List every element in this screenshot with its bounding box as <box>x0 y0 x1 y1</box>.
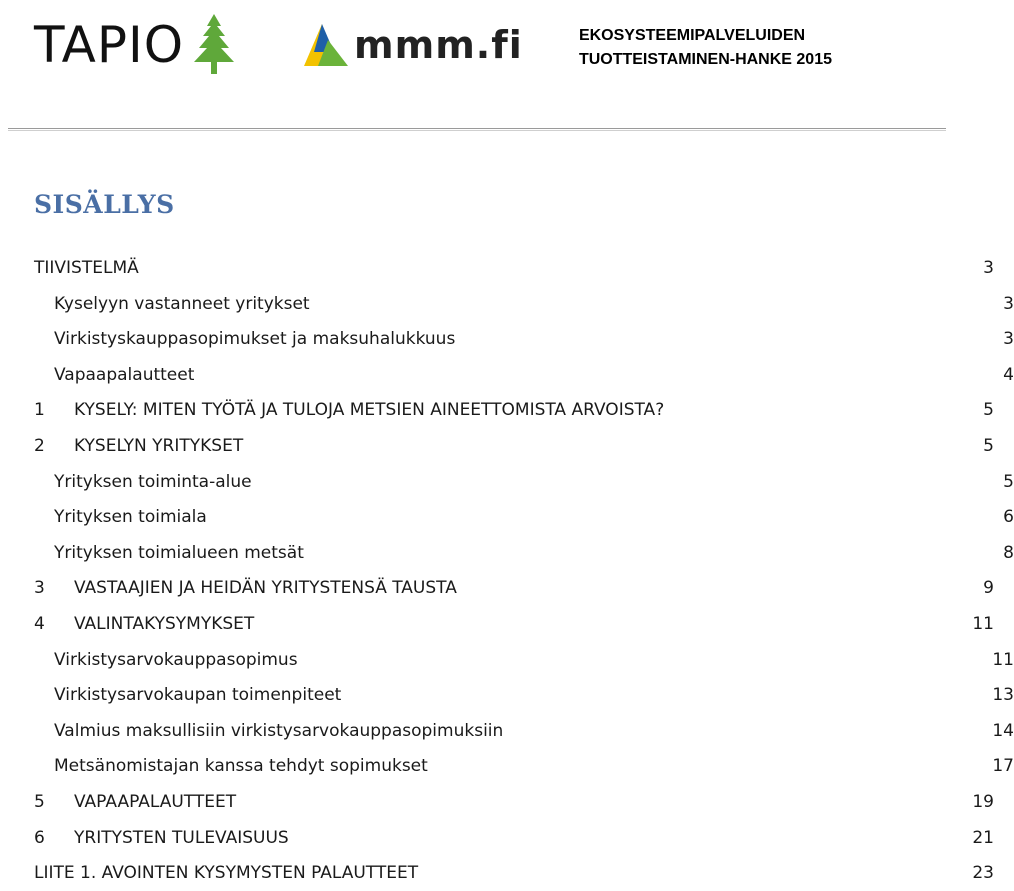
toc-entry-label: Virkistysarvokauppasopimus <box>54 649 298 670</box>
toc-entry-label: Kyselyyn vastanneet yritykset <box>54 293 310 314</box>
toc-entry[interactable] <box>0 570 994 606</box>
toc-entry[interactable] <box>0 606 994 642</box>
toc-entry-number: 5 <box>34 792 45 812</box>
toc-entry-page: 9 <box>983 578 994 599</box>
toc-entry-page: 17 <box>992 756 1014 777</box>
project-title-line1: EKOSYSTEEMIPALVELUIDEN <box>578 27 806 44</box>
toc-entry-page: 19 <box>972 792 994 812</box>
toc-entry[interactable] <box>0 535 1014 571</box>
toc-entry[interactable] <box>0 855 994 891</box>
toc-entry-label: Yrityksen toimiala <box>54 507 207 528</box>
toc-entry-number: 1 <box>34 400 45 421</box>
header-divider-shadow <box>8 130 946 131</box>
toc-entry-page: 11 <box>992 649 1014 670</box>
toc-entry[interactable] <box>0 677 1014 713</box>
toc-entry[interactable] <box>0 286 1014 322</box>
toc-entry-page: 14 <box>992 720 1014 741</box>
toc-entry-page: 11 <box>972 614 994 634</box>
toc-entry-page: 4 <box>1003 364 1014 385</box>
toc-entry-page: 3 <box>1003 329 1014 350</box>
toc-entry-page: 13 <box>992 685 1014 706</box>
toc-entry-page: 5 <box>1003 471 1014 492</box>
toc-entry-label: LIITE 1. AVOINTEN KYSYMYSTEN PALAUTTEET <box>34 863 419 884</box>
toc-entry-label: VASTAAJIEN JA HEIDÄN YRITYSTENSÄ TAUSTA <box>74 578 457 599</box>
spruce-tree-icon <box>194 14 234 76</box>
mmm-logo-text: mmm.fi <box>354 23 523 67</box>
toc-entry-number: 3 <box>34 578 45 599</box>
toc-entry[interactable] <box>0 713 1014 749</box>
project-title <box>579 24 832 72</box>
project-title-line2: TUOTTEISTAMINEN-HANKE 2015 <box>578 51 832 68</box>
toc-entry-label: Yrityksen toiminta-alue <box>54 471 252 492</box>
toc-entry-number: 2 <box>34 436 45 456</box>
toc-entry-label: VAPAAPALAUTTEET <box>74 792 237 812</box>
toc-entry[interactable] <box>0 321 1014 357</box>
toc-entry-number: 6 <box>34 827 45 848</box>
toc-entry[interactable] <box>0 748 1014 784</box>
toc-entry-label: KYSELY: MITEN TYÖTÄ JA TULOJA METSIEN AINEETTOMISTA ARVOISTA? <box>74 400 665 421</box>
toc-entry-label: KYSELYN YRITYKSET <box>74 436 244 456</box>
tapio-logo <box>34 14 234 76</box>
toc-entry-page: 5 <box>983 436 994 456</box>
toc-entry-label: Yrityksen toimialueen metsät <box>54 542 304 563</box>
toc-entry-label: Virkistyskauppasopimukset ja maksuhalukkuus <box>54 329 456 350</box>
tapio-logo-text: TAPIO <box>34 16 185 74</box>
mmm-triangle-icon <box>300 22 350 68</box>
toc-entry-label: Valmius maksullisiin virkistysarvokauppasopimuksiin <box>54 720 504 741</box>
toc-entry[interactable] <box>0 820 994 856</box>
toc-entry-number: 4 <box>34 614 45 634</box>
toc-entry[interactable] <box>0 428 994 464</box>
toc-entry[interactable] <box>0 250 994 286</box>
toc-entry-page: 6 <box>1003 507 1014 528</box>
toc-entry-label: Metsänomistajan kanssa tehdyt sopimukset <box>54 756 428 777</box>
toc-entry-label: VALINTAKYSYMYKSET <box>74 614 255 634</box>
toc-entry[interactable] <box>0 499 1014 535</box>
toc-entry-label: Virkistysarvokaupan toimenpiteet <box>54 685 342 706</box>
toc-entry[interactable] <box>0 392 994 428</box>
toc-entry[interactable] <box>0 784 994 820</box>
toc-entry-page: 23 <box>972 863 994 884</box>
toc-entry-label: Vapaapalautteet <box>54 364 195 385</box>
mmm-logo <box>300 22 523 68</box>
toc-entry-page: 3 <box>1003 293 1014 314</box>
toc-title: SISÄLLYS <box>34 190 175 219</box>
toc-entry-page: 8 <box>1003 542 1014 563</box>
toc-entry-label: YRITYSTEN TULEVAISUUS <box>74 827 289 848</box>
toc-entry[interactable] <box>0 464 1014 500</box>
toc-entry-label: TIIVISTELMÄ <box>34 258 139 278</box>
toc-entry-page: 21 <box>972 827 994 848</box>
toc-entry[interactable] <box>0 357 1014 393</box>
page-header <box>0 0 960 130</box>
toc-entry-page: 3 <box>983 258 994 278</box>
header-divider <box>8 128 946 129</box>
toc-entry[interactable] <box>0 642 1014 678</box>
toc-entry-page: 5 <box>983 400 994 421</box>
